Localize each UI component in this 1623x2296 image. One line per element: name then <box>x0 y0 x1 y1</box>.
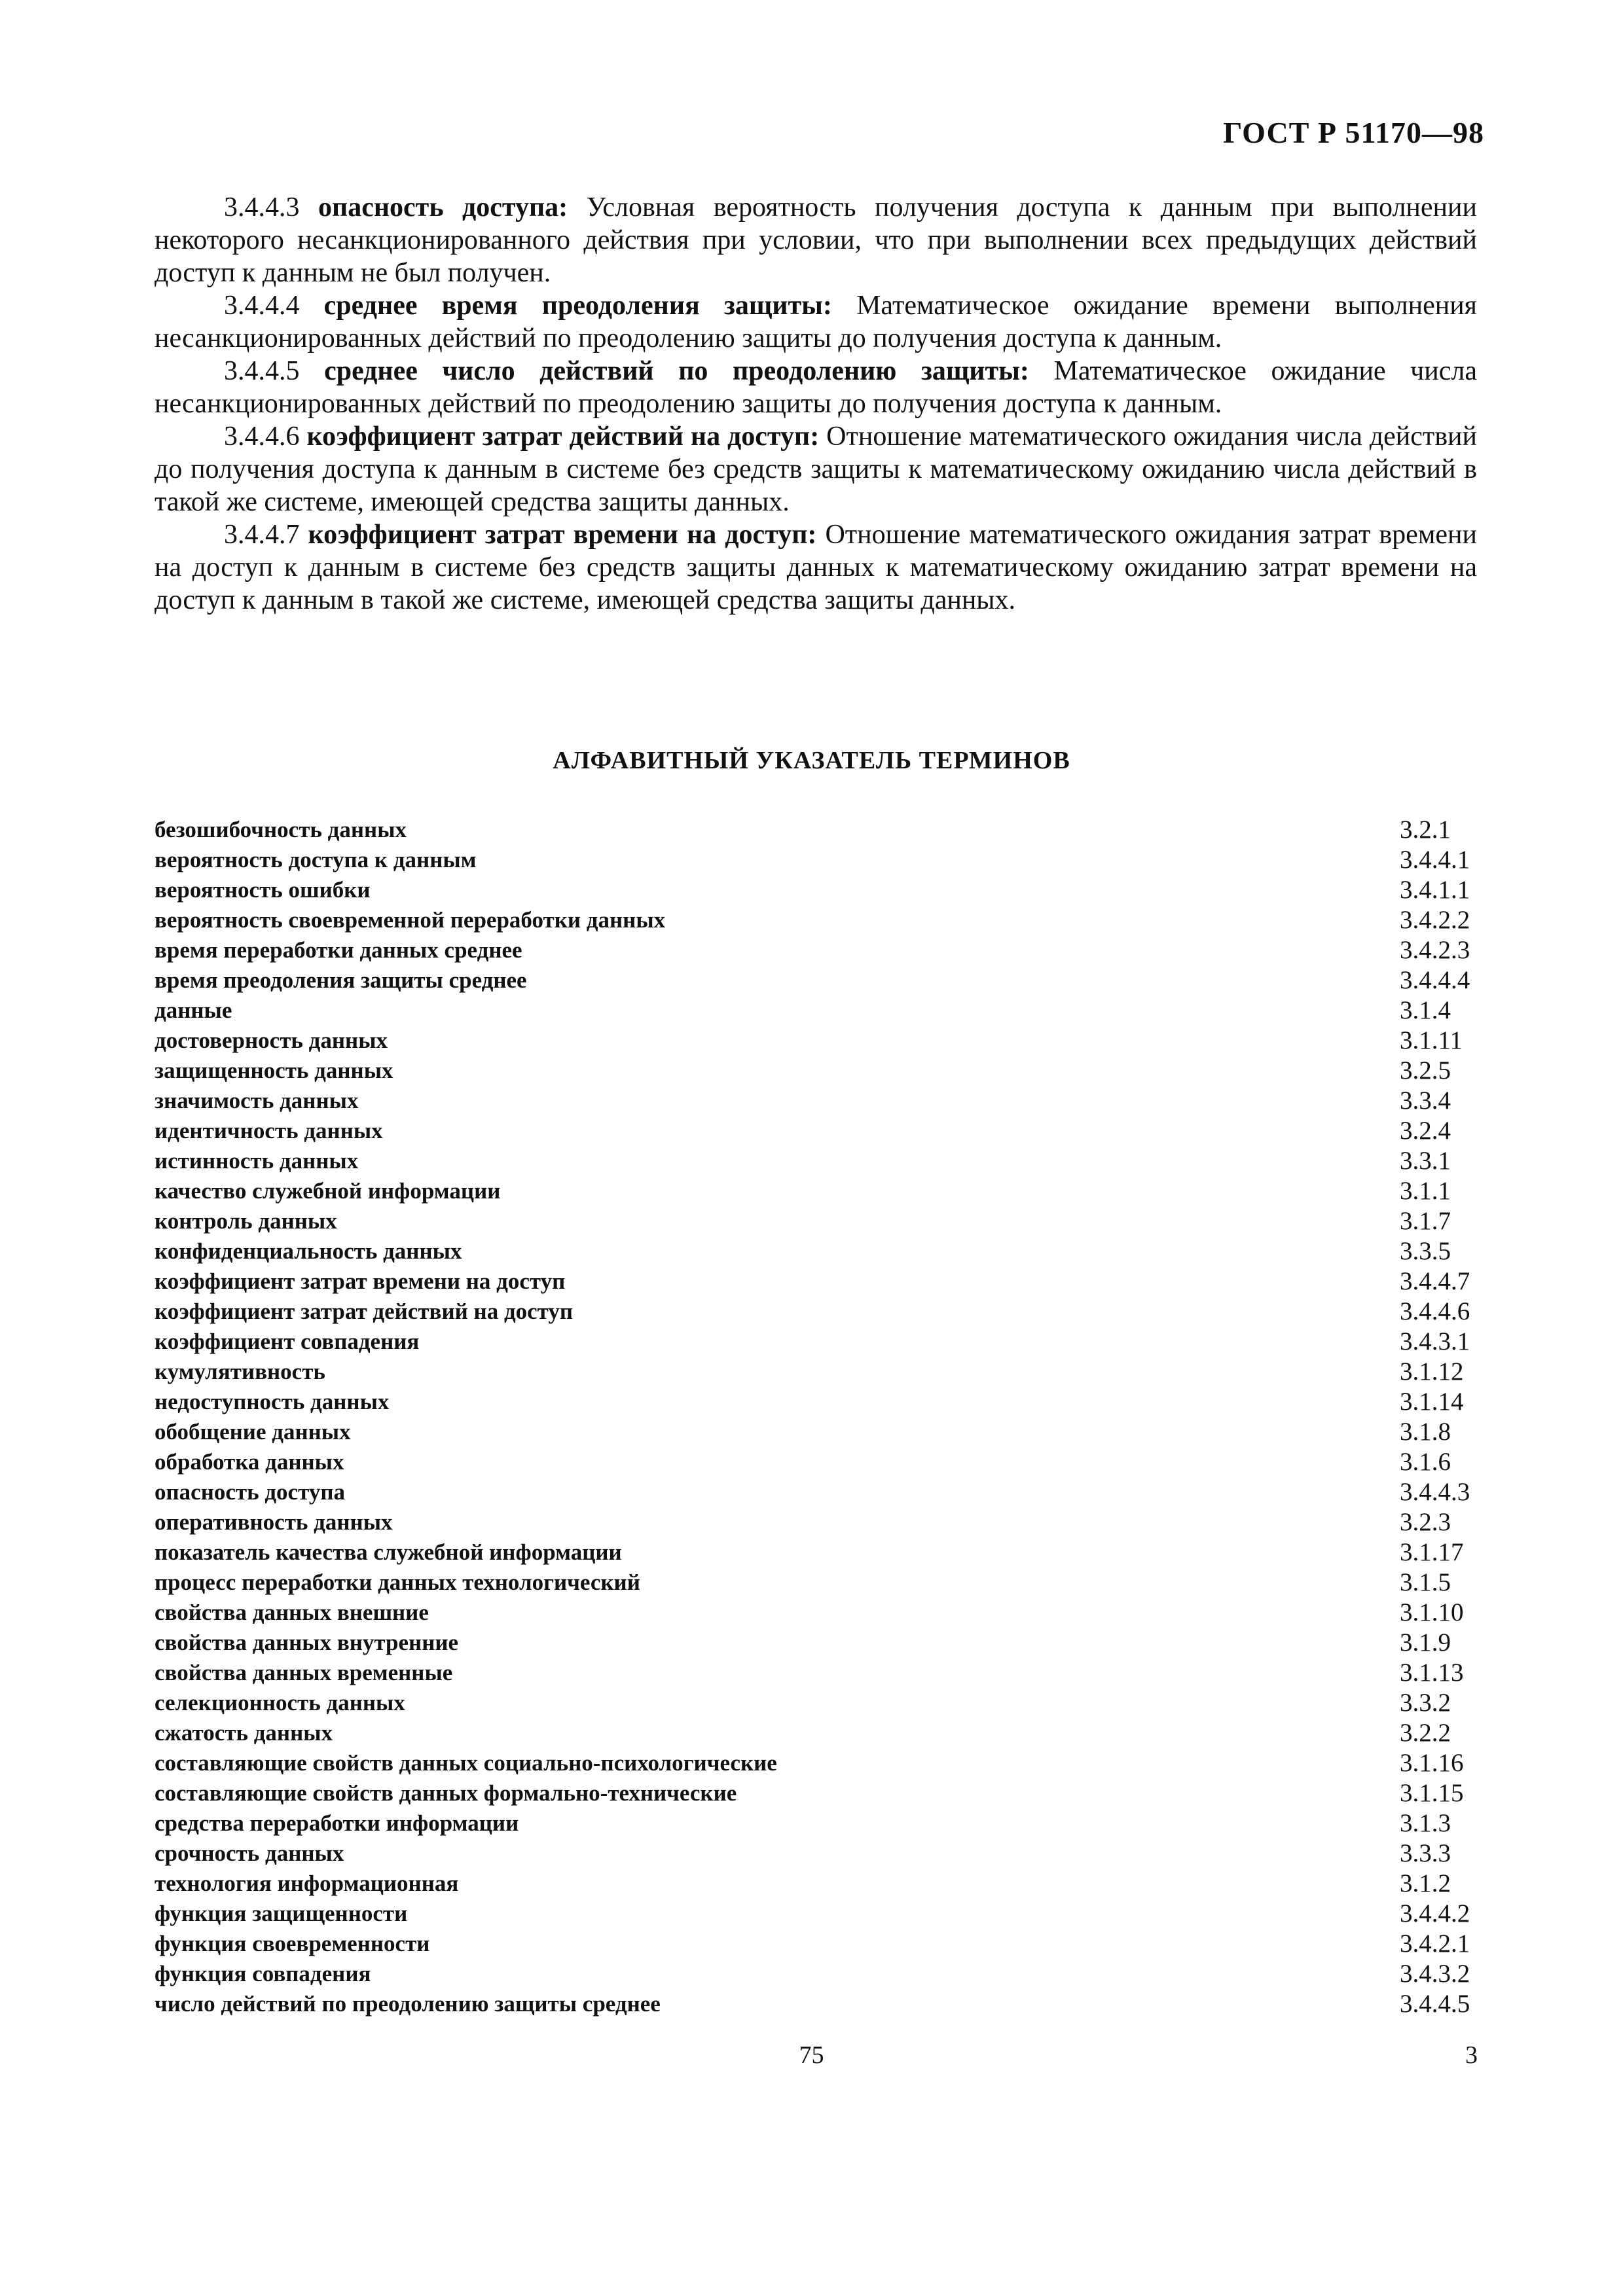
definition-number: 3.4.4.3 <box>224 192 300 223</box>
index-entry <box>155 1357 1477 1387</box>
index-entry <box>155 815 1477 845</box>
definition-term: опасность доступа: <box>318 192 568 223</box>
definition-number: 3.4.4.4 <box>224 291 300 321</box>
definition-term: коэффициент затрат времени на доступ: <box>308 520 817 550</box>
index-term: опасность доступа <box>155 1479 345 1505</box>
index-ref: 3.4.4.1 <box>1400 846 1470 874</box>
definition-paragraph <box>155 191 1477 289</box>
index-term: средства переработки информации <box>155 1810 519 1836</box>
index-ref: 3.1.12 <box>1400 1357 1464 1386</box>
index-term: составляющие свойств данных формально-технические <box>155 1780 737 1806</box>
index-entry <box>155 1658 1477 1688</box>
index-entry <box>155 1688 1477 1718</box>
index-entry <box>155 1929 1477 1959</box>
index-ref: 3.4.2.3 <box>1400 936 1470 964</box>
index-ref: 3.1.6 <box>1400 1448 1451 1476</box>
index-entry <box>155 1718 1477 1748</box>
index-term: данные <box>155 997 232 1023</box>
index-ref: 3.2.4 <box>1400 1117 1451 1145</box>
index-entry <box>155 1417 1477 1447</box>
index-ref: 3.1.15 <box>1400 1779 1464 1807</box>
index-term: процесс переработки данных технологический <box>155 1570 640 1595</box>
index-term: свойства данных внутренние <box>155 1630 459 1655</box>
index-entry <box>155 1899 1477 1929</box>
index-term: свойства данных внешние <box>155 1600 429 1625</box>
definition-text: Условная вероятность получения доступа к данным при выполнении некоторого несанкционированного действия при условии, что при выполнении всех предыдущих действий доступ к данным не был получен. <box>155 192 1477 288</box>
index-ref: 3.1.5 <box>1400 1568 1451 1596</box>
index-ref: 3.4.4.5 <box>1400 1990 1470 2018</box>
index-ref: 3.4.2.2 <box>1400 906 1470 934</box>
index-term: кумулятивность <box>155 1359 325 1384</box>
term-index-list <box>155 815 1477 2019</box>
definition-text: Отношение математического ожидания числа действий до получения доступа к данным в системе без средств защиты к математическому ожиданию числа действий в такой же системе, имеющей средства защиты данных. <box>155 422 1477 517</box>
index-entry <box>155 1869 1477 1899</box>
index-ref: 3.4.2.1 <box>1400 1929 1470 1958</box>
index-term: недоступность данных <box>155 1389 390 1414</box>
index-term: безошибочность данных <box>155 817 407 842</box>
definition-number: 3.4.4.5 <box>224 356 300 386</box>
index-ref: 3.1.11 <box>1400 1026 1463 1054</box>
index-ref: 3.2.2 <box>1400 1719 1451 1747</box>
index-entry <box>155 1839 1477 1869</box>
index-ref: 3.3.5 <box>1400 1237 1451 1265</box>
index-term: срочность данных <box>155 1840 344 1866</box>
index-entry <box>155 1236 1477 1266</box>
index-term: вероятность своевременной переработки данных <box>155 907 666 933</box>
index-entry <box>155 935 1477 965</box>
index-entry <box>155 1176 1477 1206</box>
index-entry <box>155 1537 1477 1568</box>
index-entry <box>155 1628 1477 1658</box>
index-term: идентичность данных <box>155 1118 383 1143</box>
index-ref: 3.1.13 <box>1400 1659 1464 1687</box>
definition-number: 3.4.4.7 <box>224 520 300 550</box>
definition-text: Математическое ожидание числа несанкционированных действий по преодолению защиты до получения доступа к данным. <box>155 356 1478 419</box>
index-term: время преодоления защиты среднее <box>155 967 527 993</box>
index-entry <box>155 1598 1477 1628</box>
index-ref: 3.4.3.2 <box>1400 1960 1470 1988</box>
index-entry <box>155 1056 1477 1086</box>
definition-number: 3.4.4.6 <box>224 422 300 452</box>
index-entry <box>155 1447 1477 1477</box>
index-entry <box>155 1266 1477 1297</box>
index-term: сжатость данных <box>155 1720 333 1746</box>
index-term: селекционность данных <box>155 1690 405 1715</box>
index-entry <box>155 1989 1477 2019</box>
index-term: технология информационная <box>155 1871 459 1896</box>
index-ref: 3.2.1 <box>1400 816 1451 844</box>
index-term: истинность данных <box>155 1148 359 1174</box>
index-term: показатель качества служебной информации <box>155 1539 622 1565</box>
definition-paragraph <box>155 355 1477 420</box>
index-term: оперативность данных <box>155 1509 393 1535</box>
index-term: вероятность ошибки <box>155 877 371 903</box>
index-entry <box>155 845 1477 875</box>
index-entry <box>155 1206 1477 1236</box>
index-ref: 3.1.16 <box>1400 1749 1464 1777</box>
index-term: коэффициент затрат времени на доступ <box>155 1268 566 1294</box>
index-entry <box>155 1959 1477 1989</box>
index-term: функция совпадения <box>155 1961 371 1986</box>
index-ref: 3.4.4.7 <box>1400 1267 1470 1295</box>
index-entry <box>155 875 1477 905</box>
index-term: составляющие свойств данных социально-психологические <box>155 1750 777 1776</box>
index-term: вероятность доступа к данным <box>155 847 477 872</box>
index-entry <box>155 1297 1477 1327</box>
document-id-header: ГОСТ Р 51170—98 <box>1223 116 1484 149</box>
definition-paragraph <box>155 289 1477 355</box>
index-term: качество служебной информации <box>155 1178 501 1204</box>
index-ref: 3.4.1.1 <box>1400 876 1470 904</box>
index-ref: 3.4.4.2 <box>1400 1899 1470 1928</box>
definition-text: Отношение математического ожидания затрат времени на доступ к данным в системе без средств защиты данных к математическому ожиданию затрат времени на доступ к данным в такой же системе, имеющей средства защиты данных. <box>155 520 1477 615</box>
index-ref: 3.1.14 <box>1400 1388 1464 1416</box>
definition-paragraph <box>155 420 1477 518</box>
index-ref: 3.1.7 <box>1400 1207 1451 1235</box>
index-entry <box>155 965 1477 996</box>
index-term: обобщение данных <box>155 1419 351 1444</box>
definition-text: Математическое ожидание времени выполнения несанкционированных действий по преодолению защиты до получения доступа к данным. <box>155 291 1477 353</box>
index-ref: 3.3.3 <box>1400 1839 1451 1867</box>
index-term: функция своевременности <box>155 1931 430 1956</box>
index-term: коэффициент затрат действий на доступ <box>155 1299 574 1324</box>
index-ref: 3.3.1 <box>1400 1147 1451 1175</box>
index-term: время переработки данных среднее <box>155 937 522 963</box>
index-ref: 3.1.10 <box>1400 1598 1464 1626</box>
index-ref: 3.1.2 <box>1400 1869 1451 1897</box>
index-term: значимость данных <box>155 1088 359 1113</box>
page-number-center: 75 <box>799 2041 824 2069</box>
index-entry <box>155 1146 1477 1176</box>
definition-paragraph <box>155 518 1477 617</box>
index-term: коэффициент совпадения <box>155 1329 420 1354</box>
index-ref: 3.4.4.3 <box>1400 1478 1470 1506</box>
index-ref: 3.2.5 <box>1400 1056 1451 1085</box>
index-entry <box>155 1116 1477 1146</box>
index-ref: 3.1.1 <box>1400 1177 1451 1205</box>
index-ref: 3.1.17 <box>1400 1538 1464 1566</box>
index-term: конфиденциальность данных <box>155 1238 462 1264</box>
page-number-right: 3 <box>1465 2041 1478 2069</box>
index-entry <box>155 1507 1477 1537</box>
index-title: АЛФАВИТНЫЙ УКАЗАТЕЛЬ ТЕРМИНОВ <box>553 747 1070 774</box>
index-term: число действий по преодолению защиты среднее <box>155 1991 661 2017</box>
index-entry <box>155 1808 1477 1839</box>
index-ref: 3.1.4 <box>1400 996 1451 1024</box>
index-entry <box>155 1778 1477 1808</box>
index-ref: 3.3.4 <box>1400 1086 1451 1115</box>
index-ref: 3.2.3 <box>1400 1508 1451 1536</box>
definition-term: коэффициент затрат действий на доступ: <box>306 422 820 452</box>
index-ref: 3.3.2 <box>1400 1689 1451 1717</box>
index-entry <box>155 1477 1477 1507</box>
index-entry <box>155 1026 1477 1056</box>
index-term: достоверность данных <box>155 1028 388 1053</box>
index-entry <box>155 1748 1477 1778</box>
index-term: защищенность данных <box>155 1058 393 1083</box>
definitions-section <box>155 191 1477 617</box>
index-ref: 3.1.9 <box>1400 1628 1451 1657</box>
index-term: обработка данных <box>155 1449 344 1475</box>
index-term: контроль данных <box>155 1208 337 1234</box>
index-entry <box>155 1387 1477 1417</box>
index-ref: 3.4.4.6 <box>1400 1297 1470 1325</box>
index-entry <box>155 996 1477 1026</box>
index-entry <box>155 905 1477 935</box>
definition-term: среднее время преодоления защиты: <box>323 291 832 321</box>
index-entry <box>155 1086 1477 1116</box>
index-entry <box>155 1327 1477 1357</box>
index-term: функция защищенности <box>155 1901 408 1926</box>
index-entry <box>155 1568 1477 1598</box>
index-ref: 3.4.4.4 <box>1400 966 1470 994</box>
index-ref: 3.4.3.1 <box>1400 1327 1470 1355</box>
definition-term: среднее число действий по преодолению защиты: <box>324 356 1029 386</box>
index-ref: 3.1.3 <box>1400 1809 1451 1837</box>
index-ref: 3.1.8 <box>1400 1418 1451 1446</box>
index-term: свойства данных временные <box>155 1660 453 1685</box>
